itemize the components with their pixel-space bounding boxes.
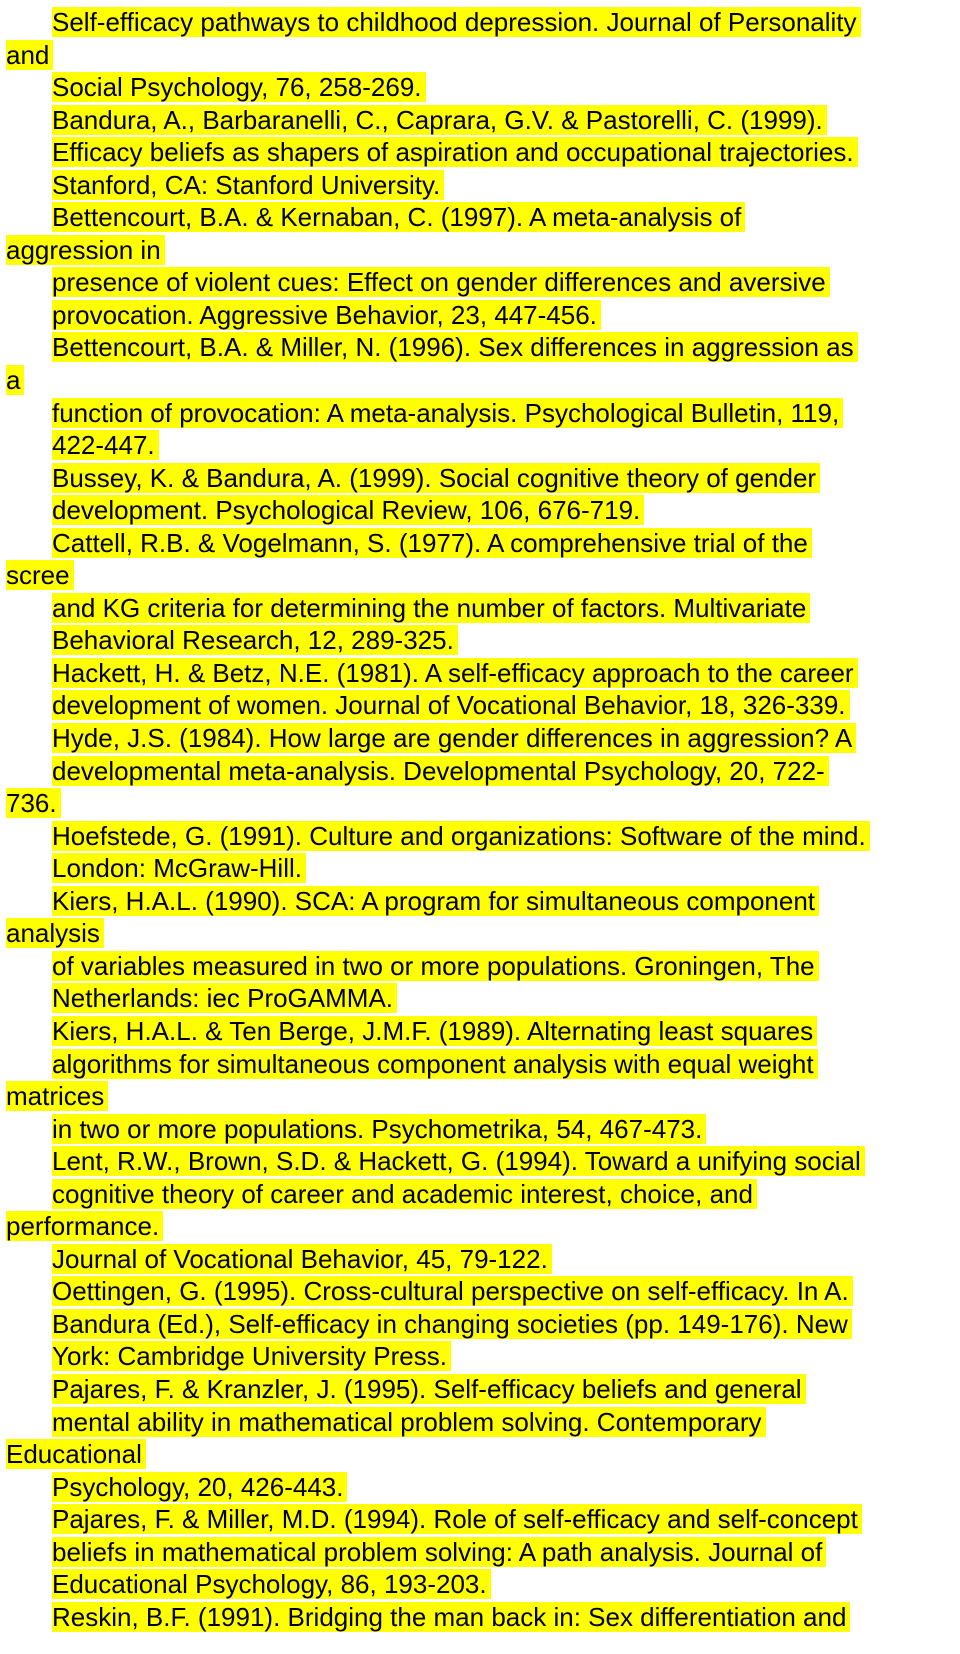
reference-line bbox=[0, 1568, 960, 1601]
highlighted-text: Pajares, F. & Kranzler, J. (1995). Self-efficacy beliefs and general bbox=[52, 1374, 806, 1404]
highlighted-text: development of women. Journal of Vocational Behavior, 18, 326-339. bbox=[52, 690, 850, 720]
reference-line bbox=[0, 755, 960, 788]
reference-line bbox=[0, 494, 960, 527]
reference-line bbox=[0, 462, 960, 495]
highlighted-text: analysis bbox=[6, 918, 104, 948]
reference-line bbox=[0, 592, 960, 625]
reference-line bbox=[0, 39, 960, 72]
highlighted-text: Hackett, H. & Betz, N.E. (1981). A self-efficacy approach to the career bbox=[52, 658, 858, 688]
highlighted-text: algorithms for simultaneous component analysis with equal weight bbox=[52, 1049, 818, 1079]
highlighted-text: and KG criteria for determining the number of factors. Multivariate bbox=[52, 593, 810, 623]
highlighted-text: Netherlands: iec ProGAMMA. bbox=[52, 983, 397, 1013]
highlighted-text: a bbox=[6, 365, 24, 395]
reference-line bbox=[0, 1048, 960, 1081]
highlighted-text: Lent, R.W., Brown, S.D. & Hackett, G. (1994). Toward a unifying social bbox=[52, 1146, 865, 1176]
highlighted-text: Behavioral Research, 12, 289-325. bbox=[52, 625, 458, 655]
reference-line bbox=[0, 266, 960, 299]
reference-line bbox=[0, 429, 960, 462]
reference-line bbox=[0, 1210, 960, 1243]
highlighted-text: scree bbox=[6, 560, 74, 590]
highlighted-text: 736. bbox=[6, 788, 61, 818]
reference-line bbox=[0, 1243, 960, 1276]
highlighted-text: Self-efficacy pathways to childhood depression. Journal of Personality bbox=[52, 7, 861, 37]
highlighted-text: in two or more populations. Psychometrika, 54, 467-473. bbox=[52, 1114, 706, 1144]
reference-line bbox=[0, 1503, 960, 1536]
reference-line bbox=[0, 950, 960, 983]
reference-line bbox=[0, 1015, 960, 1048]
highlighted-text: of variables measured in two or more populations. Groningen, The bbox=[52, 951, 819, 981]
reference-line bbox=[0, 201, 960, 234]
reference-line bbox=[0, 1340, 960, 1373]
highlighted-text: Educational Psychology, 86, 193-203. bbox=[52, 1569, 491, 1599]
highlighted-text: York: Cambridge University Press. bbox=[52, 1341, 451, 1371]
reference-line bbox=[0, 820, 960, 853]
reference-line bbox=[0, 169, 960, 202]
reference-line bbox=[0, 397, 960, 430]
reference-line bbox=[0, 71, 960, 104]
reference-line bbox=[0, 1080, 960, 1113]
reference-line bbox=[0, 1438, 960, 1471]
highlighted-text: Bettencourt, B.A. & Miller, N. (1996). Sex differences in aggression as bbox=[52, 332, 858, 362]
reference-line bbox=[0, 6, 960, 39]
highlighted-text: Cattell, R.B. & Vogelmann, S. (1977). A comprehensive trial of the bbox=[52, 528, 812, 558]
reference-line bbox=[0, 1373, 960, 1406]
highlighted-text: Efficacy beliefs as shapers of aspiration and occupational trajectories. bbox=[52, 137, 858, 167]
highlighted-text: Journal of Vocational Behavior, 45, 79-122. bbox=[52, 1244, 552, 1274]
reference-line bbox=[0, 885, 960, 918]
reference-line bbox=[0, 1406, 960, 1439]
reference-line bbox=[0, 1178, 960, 1211]
highlighted-text: Social Psychology, 76, 258-269. bbox=[52, 72, 426, 102]
reference-line bbox=[0, 917, 960, 950]
highlighted-text: performance. bbox=[6, 1211, 163, 1241]
reference-line bbox=[0, 299, 960, 332]
reference-line bbox=[0, 982, 960, 1015]
reference-line bbox=[0, 624, 960, 657]
reference-line bbox=[0, 234, 960, 267]
highlighted-text: Psychology, 20, 426-443. bbox=[52, 1472, 347, 1502]
reference-line bbox=[0, 1308, 960, 1341]
reference-list bbox=[0, 6, 960, 1633]
highlighted-text: Reskin, B.F. (1991). Bridging the man back in: Sex differentiation and bbox=[52, 1602, 850, 1632]
highlighted-text: presence of violent cues: Effect on gender differences and aversive bbox=[52, 267, 830, 297]
reference-line bbox=[0, 1471, 960, 1504]
highlighted-text: aggression in bbox=[6, 235, 165, 265]
highlighted-text: mental ability in mathematical problem solving. Contemporary bbox=[52, 1407, 766, 1437]
reference-line bbox=[0, 104, 960, 137]
highlighted-text: cognitive theory of career and academic interest, choice, and bbox=[52, 1179, 757, 1209]
highlighted-text: 422-447. bbox=[52, 430, 159, 460]
highlighted-text: beliefs in mathematical problem solving: A path analysis. Journal of bbox=[52, 1537, 826, 1567]
reference-line bbox=[0, 1275, 960, 1308]
highlighted-text: Bussey, K. & Bandura, A. (1999). Social cognitive theory of gender bbox=[52, 463, 820, 493]
highlighted-text: and bbox=[6, 40, 53, 70]
reference-line bbox=[0, 657, 960, 690]
highlighted-text: developmental meta-analysis. Developmental Psychology, 20, 722- bbox=[52, 756, 829, 786]
reference-line bbox=[0, 364, 960, 397]
highlighted-text: development. Psychological Review, 106, 676-719. bbox=[52, 495, 644, 525]
reference-line bbox=[0, 852, 960, 885]
highlighted-text: Educational bbox=[6, 1439, 146, 1469]
highlighted-text: Kiers, H.A.L. (1990). SCA: A program for simultaneous component bbox=[52, 886, 819, 916]
reference-line bbox=[0, 527, 960, 560]
reference-line bbox=[0, 1601, 960, 1634]
reference-line bbox=[0, 1145, 960, 1178]
highlighted-text: Bandura (Ed.), Self-efficacy in changing societies (pp. 149-176). New bbox=[52, 1309, 852, 1339]
reference-line bbox=[0, 1113, 960, 1146]
highlighted-text: Bettencourt, B.A. & Kernaban, C. (1997). A meta-analysis of bbox=[52, 202, 745, 232]
reference-line bbox=[0, 722, 960, 755]
reference-line bbox=[0, 689, 960, 722]
reference-line bbox=[0, 136, 960, 169]
reference-line bbox=[0, 787, 960, 820]
highlighted-text: provocation. Aggressive Behavior, 23, 447-456. bbox=[52, 300, 601, 330]
highlighted-text: Kiers, H.A.L. & Ten Berge, J.M.F. (1989). Alternating least squares bbox=[52, 1016, 817, 1046]
highlighted-text: Hoefstede, G. (1991). Culture and organizations: Software of the mind. bbox=[52, 821, 870, 851]
highlighted-text: Hyde, J.S. (1984). How large are gender differences in aggression? A bbox=[52, 723, 856, 753]
highlighted-text: London: McGraw-Hill. bbox=[52, 853, 306, 883]
highlighted-text: Oettingen, G. (1995). Cross-cultural perspective on self-efficacy. In A. bbox=[52, 1276, 853, 1306]
reference-line bbox=[0, 1536, 960, 1569]
highlighted-text: Bandura, A., Barbaranelli, C., Caprara, G.V. & Pastorelli, C. (1999). bbox=[52, 105, 827, 135]
highlighted-text: Stanford, CA: Stanford University. bbox=[52, 170, 444, 200]
highlighted-text: function of provocation: A meta-analysis. Psychological Bulletin, 119, bbox=[52, 398, 843, 428]
highlighted-text: Pajares, F. & Miller, M.D. (1994). Role of self-efficacy and self-concept bbox=[52, 1504, 862, 1534]
highlighted-text: matrices bbox=[6, 1081, 108, 1111]
reference-line bbox=[0, 331, 960, 364]
reference-line bbox=[0, 559, 960, 592]
